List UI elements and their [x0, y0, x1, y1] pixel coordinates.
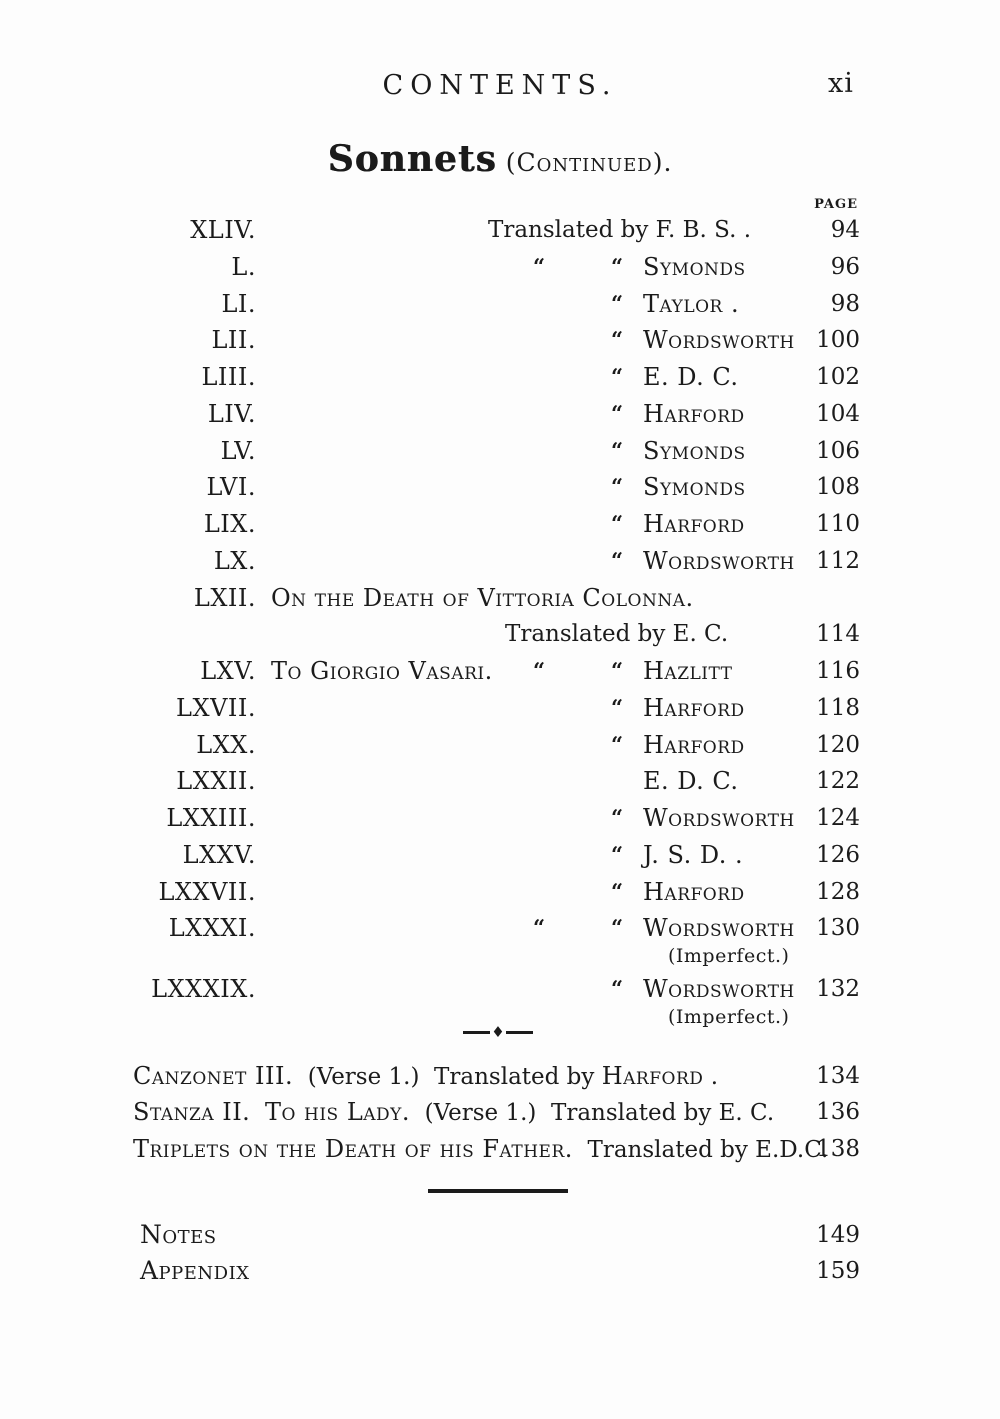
- translator-name: E. D. C.: [643, 363, 739, 391]
- folio-page-number: xi: [828, 68, 854, 99]
- toc-row: [0, 910, 1000, 947]
- ditto-mark: “: [611, 474, 624, 500]
- line-text-segment: Translated by E.D.C.: [572, 1137, 829, 1163]
- line-text-segment: (Verse 1.) Translated by: [293, 1064, 602, 1090]
- ditto-mark: “: [611, 253, 624, 279]
- sonnet-numeral: LIV.: [207, 399, 256, 428]
- page-number: 94: [830, 217, 860, 243]
- sonnet-numeral: LXXII.: [176, 767, 256, 796]
- sonnet-numeral: LXVII.: [176, 693, 256, 722]
- page-number: 128: [816, 878, 860, 905]
- page-number: 159: [816, 1258, 860, 1284]
- ditto-mark: “: [611, 976, 624, 1001]
- imperfect-note: (Imperfect.): [668, 1005, 790, 1028]
- misc-line-text: [133, 1097, 774, 1128]
- translator-name: Symonds: [643, 436, 746, 465]
- translator-name: Harford: [643, 877, 745, 906]
- toc-row: [0, 286, 1000, 323]
- toc-row: [0, 971, 1000, 1008]
- page-number: 130: [816, 915, 860, 942]
- ditto-mark: “: [611, 547, 624, 573]
- imperfect-note: (Imperfect.): [668, 945, 790, 967]
- translator-name: J. S. D. .: [643, 840, 744, 869]
- sonnet-numeral: LXXV.: [182, 840, 256, 869]
- ornament-bar-right: [506, 1031, 533, 1034]
- toc-row: [0, 543, 1000, 580]
- translator-name: Harford: [643, 730, 745, 759]
- ditto-mark: “: [611, 511, 624, 536]
- end-label: Appendix: [140, 1256, 250, 1285]
- ditto-mark: “: [611, 841, 624, 867]
- toc-rows: [0, 212, 1000, 1032]
- page-number: 114: [816, 621, 860, 648]
- ditto-mark: “: [533, 658, 546, 683]
- end-label: Notes: [140, 1220, 217, 1249]
- sonnet-numeral: XLIV.: [190, 216, 256, 244]
- end-row: [0, 1256, 1000, 1286]
- toc-row: [0, 396, 1000, 433]
- ditto-mark: “: [611, 400, 624, 426]
- line-text-segment: .: [703, 1064, 719, 1090]
- ornament-bar-left: [463, 1031, 490, 1034]
- page-number: 149: [816, 1222, 860, 1248]
- translator-name: Wordsworth: [643, 326, 795, 355]
- page-number: 96: [830, 253, 860, 280]
- line-text-segment: (Verse 1.) Translated by E. C.: [410, 1100, 775, 1126]
- translator-name: Symonds: [643, 252, 746, 281]
- sonnet-numeral: LX.: [213, 546, 256, 575]
- ditto-mark: “: [611, 327, 624, 353]
- ditto-mark: “: [533, 915, 546, 941]
- sonnet-numeral: L.: [231, 252, 256, 281]
- sonnet-numeral: LIII.: [201, 363, 256, 391]
- page-number: 136: [816, 1099, 860, 1125]
- toc-row: [0, 763, 1000, 800]
- page-number: 104: [816, 400, 860, 427]
- line-text-segment: [250, 1100, 265, 1126]
- toc-row: [0, 322, 1000, 359]
- ornament-divider: [463, 1024, 533, 1040]
- translator-name: Harford: [643, 510, 745, 538]
- page-number: 118: [816, 694, 860, 721]
- end-row: [0, 1220, 1000, 1250]
- ditto-mark: “: [611, 437, 624, 463]
- toc-row: [0, 690, 1000, 727]
- page-number: 110: [816, 511, 860, 537]
- sonnet-numeral: LXXIII.: [166, 804, 256, 832]
- line-text-segment: Harford: [601, 1062, 704, 1090]
- continued-label: (Continued).: [496, 148, 673, 177]
- sonnet-title: To Giorgio Vasari.: [271, 657, 493, 685]
- toc-row: [0, 506, 1000, 543]
- toc-row: [0, 874, 1000, 911]
- translator-name: E. D. C.: [643, 767, 739, 796]
- toc-row: [0, 653, 1000, 690]
- page-number: 134: [816, 1063, 860, 1089]
- toc-row: [0, 800, 1000, 837]
- translator-name: Harford: [643, 399, 745, 428]
- page-number: 132: [816, 976, 860, 1002]
- translator-name: Wordsworth: [643, 804, 795, 832]
- line-text-segment: Canzonet III.: [133, 1062, 294, 1090]
- toc-row: [0, 359, 1000, 396]
- line-text-segment: Stanza II.: [133, 1098, 251, 1126]
- misc-line: [0, 1134, 1000, 1164]
- ditto-mark: “: [611, 290, 624, 316]
- toc-sub-row: [0, 947, 1000, 971]
- page-number: 108: [816, 474, 860, 501]
- ditto-mark: “: [611, 364, 624, 389]
- page-number: 124: [816, 805, 860, 831]
- page-number: 98: [830, 290, 860, 317]
- sonnet-numeral: LXV.: [200, 657, 256, 685]
- misc-line-text: [133, 1134, 828, 1165]
- page-number: 112: [816, 547, 860, 574]
- line-text-segment: To his Lady.: [264, 1098, 411, 1126]
- page-number: 102: [816, 364, 860, 390]
- toc-row: [0, 249, 1000, 286]
- contents-heading: CONTENTS.: [382, 70, 618, 101]
- page-number: 122: [816, 768, 860, 795]
- translator-name: Symonds: [643, 473, 746, 502]
- toc-row: [0, 580, 1000, 617]
- toc-row: [0, 837, 1000, 874]
- translator-name: Wordsworth: [643, 914, 795, 943]
- sonnets-heading: Sonnets: [327, 138, 497, 180]
- sonnet-numeral: LXXVII.: [158, 877, 256, 906]
- misc-line-text: [133, 1061, 718, 1092]
- translator-name: Wordsworth: [643, 546, 795, 575]
- page-number: 116: [816, 658, 860, 684]
- toc-row: [0, 212, 1000, 249]
- toc-row: [0, 727, 1000, 764]
- page-number: 100: [816, 327, 860, 354]
- sonnet-numeral: LXX.: [196, 730, 256, 759]
- sonnet-numeral: LI.: [221, 289, 256, 318]
- line-text-segment: Triplets on the Death of his Father.: [133, 1135, 573, 1163]
- page-number: 106: [816, 437, 860, 464]
- ditto-mark: “: [611, 805, 624, 830]
- sonnet-numeral: LXII.: [193, 583, 256, 612]
- page-column-label: PAGE: [814, 197, 858, 212]
- translated-by-text: Translated by E. C.: [505, 621, 729, 648]
- sonnet-numeral: LXXXIX.: [151, 975, 256, 1003]
- ditto-mark: “: [533, 253, 546, 279]
- ditto-mark: “: [611, 731, 624, 757]
- misc-line: [0, 1097, 1000, 1127]
- ditto-mark: “: [611, 915, 624, 941]
- toc-row: [0, 469, 1000, 506]
- sonnet-numeral: LVI.: [206, 473, 256, 502]
- diamond-ornament: ♦: [491, 1023, 505, 1041]
- section-rule: [428, 1189, 568, 1193]
- sonnet-numeral: LIX.: [203, 510, 256, 538]
- sonnet-title: On the Death of Vittoria Colonna.: [271, 583, 694, 612]
- misc-line: [0, 1061, 1000, 1091]
- ditto-mark: “: [611, 694, 624, 720]
- sonnet-numeral: LXXXI.: [168, 914, 256, 943]
- page-number: 138: [816, 1136, 860, 1162]
- ditto-mark: “: [611, 878, 624, 904]
- translator-name: Harford: [643, 693, 745, 722]
- ditto-mark: “: [611, 658, 624, 683]
- translator-name: Taylor .: [643, 289, 740, 318]
- sonnet-numeral: LV.: [220, 436, 256, 465]
- translator-name: Hazlitt: [643, 657, 733, 685]
- toc-row: [0, 616, 1000, 653]
- translated-by-text: Translated by F. B. S. .: [488, 217, 752, 243]
- page-number: 126: [816, 841, 860, 868]
- sonnet-numeral: LII.: [211, 326, 256, 355]
- toc-row: [0, 433, 1000, 470]
- page-number: 120: [816, 731, 860, 758]
- section-title: [0, 138, 1000, 180]
- translator-name: Wordsworth: [643, 975, 795, 1003]
